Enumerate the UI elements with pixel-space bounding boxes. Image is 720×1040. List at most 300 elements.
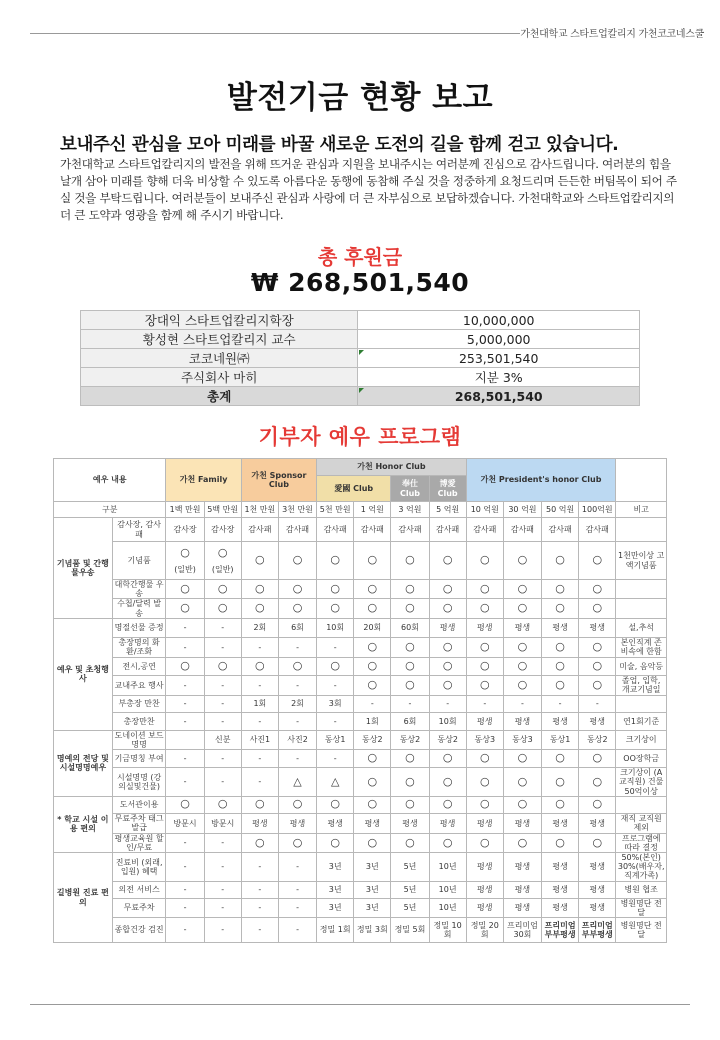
benefit-cell: 3년 <box>354 881 391 898</box>
benefit-cell: - <box>278 918 316 943</box>
benefit-cell: 평생 <box>579 853 616 882</box>
club-president: 가천 President's honor Club <box>466 459 616 502</box>
tier-label: 100억원 <box>579 502 616 518</box>
benefit-cell: ○ <box>429 542 466 580</box>
benefit-cell: ○ <box>429 599 466 618</box>
benefit-cell: ○ <box>466 599 503 618</box>
benefit-cell: ○ <box>391 599 429 618</box>
benefit-cell: - <box>241 918 278 943</box>
benefit-cell: 평생 <box>278 813 316 833</box>
benefit-cell: ○ <box>204 580 241 599</box>
benefit-cell: 평생 <box>579 881 616 898</box>
benefit-cell: 1회 <box>354 712 391 730</box>
benefit-cell: ○ <box>354 833 391 852</box>
benefit-row <box>54 833 667 852</box>
donor-total-label: 총계 <box>81 387 358 406</box>
benefit-cell: 평생 <box>466 618 503 637</box>
benefit-cell: ○ <box>579 637 616 657</box>
benefit-cell: ○ <box>354 542 391 580</box>
donor-total-amount-text: 268,501,540 <box>454 388 543 404</box>
benefit-cell: - <box>354 695 391 712</box>
benefit-cell <box>166 730 204 749</box>
benefit-cell: ○ <box>542 675 579 695</box>
benefit-cell: ○ <box>354 657 391 675</box>
benefit-row <box>54 518 667 542</box>
benefit-note: 재직 교직원 제외 <box>616 813 667 833</box>
benefit-cell: ○ <box>579 768 616 797</box>
benefit-note: OO장학금 <box>616 750 667 768</box>
benefit-note: 졸업, 입학, 개교기념일 <box>616 675 667 695</box>
benefit-cell: ○ <box>579 833 616 852</box>
benefit-cell: ○ <box>241 542 278 580</box>
benefit-cell: 감사장 <box>204 518 241 542</box>
benefit-note: 미술, 음악등 <box>616 657 667 675</box>
benefit-cell: ○ <box>542 750 579 768</box>
benefit-cell: - <box>204 768 241 797</box>
benefit-cell: △ <box>278 768 316 797</box>
benefit-cell: 3년 <box>317 853 354 882</box>
benefit-item: 부총장 만찬 <box>112 695 166 712</box>
benefit-cell: - <box>204 898 241 917</box>
benefit-cell: 평생 <box>503 853 541 882</box>
tier-label: 5 억원 <box>429 502 466 518</box>
benefit-cell: ○ <box>429 657 466 675</box>
benefit-row <box>54 898 667 917</box>
benefit-cell: ○ <box>166 657 204 675</box>
benefit-item: 총장명의 화환/조화 <box>112 637 166 657</box>
benefit-mark: ○ <box>217 545 228 559</box>
benefit-cell: ○ <box>166 599 204 618</box>
benefit-item: 총장만찬 <box>112 712 166 730</box>
benefit-cell: △ <box>317 768 354 797</box>
benefit-cell: - <box>204 695 241 712</box>
tier-label: 5천 만원 <box>317 502 354 518</box>
benefit-row <box>54 881 667 898</box>
division-label: 구분 <box>54 502 166 518</box>
benefit-subnote: (일반) <box>211 565 234 575</box>
benefit-cell: - <box>166 881 204 898</box>
benefit-cell: 동상1 <box>317 730 354 749</box>
donor-name: 주식회사 마히 <box>81 368 358 387</box>
benefit-cell: 정밀 1회 <box>317 918 354 943</box>
benefit-note <box>616 599 667 618</box>
benefit-cell: 10회 <box>317 618 354 637</box>
benefit-cell: 프리미엄 30회 <box>503 918 541 943</box>
benefit-cell: - <box>317 712 354 730</box>
benefit-cell: ○ <box>466 750 503 768</box>
benefit-cell: - <box>278 750 316 768</box>
remark-header: 비고 <box>616 502 667 518</box>
benefit-note: 설,추석 <box>616 618 667 637</box>
benefit-row <box>54 750 667 768</box>
benefit-cell: - <box>166 750 204 768</box>
benefit-cell: 5년 <box>391 898 429 917</box>
benefit-cell: 감사패 <box>391 518 429 542</box>
benefit-cell: ○ <box>391 542 429 580</box>
benefit-cell: 방문시 <box>166 813 204 833</box>
benefit-cell: 동상3 <box>466 730 503 749</box>
benefit-note <box>616 518 667 542</box>
benefit-cell: - <box>278 898 316 917</box>
tier-label: 3천 만원 <box>278 502 316 518</box>
benefit-cell: 감사패 <box>317 518 354 542</box>
benefit-cell: 평생 <box>466 813 503 833</box>
benefit-cell <box>204 542 241 580</box>
benefit-cell: 3년 <box>354 853 391 882</box>
benefit-row <box>54 599 667 618</box>
benefit-cell: 10년 <box>429 853 466 882</box>
benefit-cell: 5년 <box>391 853 429 882</box>
benefit-cell: ○ <box>429 750 466 768</box>
donor-name: 코코네원㈜ <box>81 349 358 368</box>
total-label: 총 후원금 <box>317 245 403 269</box>
total-amount: ₩ 268,501,540 <box>250 268 470 297</box>
benefit-cell: 평생 <box>466 898 503 917</box>
benefit-cell: ○ <box>241 796 278 813</box>
benefit-cell: ○ <box>466 833 503 852</box>
benefit-cell: ○ <box>391 580 429 599</box>
benefit-item: 교내주요 행사 <box>112 675 166 695</box>
benefit-cell: 감사패 <box>542 518 579 542</box>
club-honor-sub3: 博愛 Club <box>429 476 466 502</box>
benefit-cell: ○ <box>466 657 503 675</box>
benefit-cell: ○ <box>466 675 503 695</box>
benefit-cell: ○ <box>241 657 278 675</box>
benefit-cell: - <box>166 712 204 730</box>
benefit-cell: ○ <box>166 796 204 813</box>
benefit-cell: ○ <box>579 750 616 768</box>
benefit-cell: ○ <box>317 580 354 599</box>
benefit-cell: ○ <box>391 768 429 797</box>
benefit-item: 대학간행물 우송 <box>112 580 166 599</box>
benefit-cell: ○ <box>503 750 541 768</box>
benefit-cell: ○ <box>391 657 429 675</box>
benefit-cell: 감사패 <box>241 518 278 542</box>
benefit-cell: 3년 <box>354 898 391 917</box>
benefit-cell: ○ <box>278 796 316 813</box>
club-honor-sub2: 奉仕 Club <box>391 476 429 502</box>
benefit-row <box>54 730 667 749</box>
benefit-cell: ○ <box>429 796 466 813</box>
tier-label: 5백 만원 <box>204 502 241 518</box>
benefit-item: 감사장, 감사패 <box>112 518 166 542</box>
benefit-cell: ○ <box>429 768 466 797</box>
benefit-cell: ○ <box>278 833 316 852</box>
benefit-cell: ○ <box>579 657 616 675</box>
benefit-group: * 학교 시설 이용 편의 <box>54 796 113 852</box>
benefit-cell: - <box>278 712 316 730</box>
benefit-group: 명예의 전당 및 시설명명예우 <box>54 730 113 796</box>
content-header: 예우 내용 <box>54 459 166 502</box>
benefit-cell: ○ <box>317 542 354 580</box>
benefit-cell: 평생 <box>391 813 429 833</box>
benefit-cell: ○ <box>503 833 541 852</box>
club-honor-sub1: 愛國 Club <box>317 476 391 502</box>
benefit-cell: 평생 <box>542 618 579 637</box>
donor-table <box>80 310 640 406</box>
benefit-cell: - <box>503 695 541 712</box>
benefit-row <box>54 768 667 797</box>
tier-label: 1천 만원 <box>241 502 278 518</box>
benefit-cell: ○ <box>503 675 541 695</box>
cell-comment-marker <box>359 350 364 355</box>
benefit-item: 전시,공연 <box>112 657 166 675</box>
donor-amount-text: 253,501,540 <box>458 350 539 366</box>
benefit-cell: ○ <box>466 796 503 813</box>
benefit-item: 명절선물 증정 <box>112 618 166 637</box>
benefit-cell: 평생 <box>466 853 503 882</box>
benefit-cell: - <box>204 750 241 768</box>
benefit-cell: - <box>166 675 204 695</box>
benefit-cell: 감사패 <box>278 518 316 542</box>
benefit-cell: - <box>204 675 241 695</box>
donor-amount: 5,000,000 <box>358 330 640 349</box>
donor-row <box>81 349 640 368</box>
benefit-cell: ○ <box>429 580 466 599</box>
benefit-cell: 방문시 <box>204 813 241 833</box>
benefit-cell: 2회 <box>278 695 316 712</box>
benefit-cell: - <box>241 768 278 797</box>
benefit-cell: 정밀 20회 <box>466 918 503 943</box>
benefit-row <box>54 657 667 675</box>
benefit-row <box>54 918 667 943</box>
benefit-cell: 평생 <box>542 898 579 917</box>
benefit-cell: - <box>204 918 241 943</box>
benefit-cell: - <box>204 833 241 852</box>
benefit-cell: 감사패 <box>354 518 391 542</box>
benefit-cell: ○ <box>542 599 579 618</box>
benefit-note <box>616 695 667 712</box>
benefit-cell: - <box>391 695 429 712</box>
benefit-item: 무료주차 태그발급 <box>112 813 166 833</box>
benefit-cell: 신분 <box>204 730 241 749</box>
benefit-row <box>54 853 667 882</box>
benefit-cell: ○ <box>391 833 429 852</box>
benefit-group: 예우 및 초청행사 <box>54 618 113 730</box>
benefit-cell: ○ <box>354 675 391 695</box>
benefit-cell: 동상2 <box>579 730 616 749</box>
benefit-cell: 평생 <box>503 712 541 730</box>
benefit-note: 본인직계 존비속에 한함 <box>616 637 667 657</box>
benefit-mark: ○ <box>180 545 190 559</box>
tier-label: 30 억원 <box>503 502 541 518</box>
benefit-cell: ○ <box>579 599 616 618</box>
benefit-cell: 6회 <box>391 712 429 730</box>
benefit-note: 1천만이상 고액기념품 <box>616 542 667 580</box>
benefit-cell: ○ <box>579 796 616 813</box>
benefit-cell: ○ <box>354 750 391 768</box>
benefit-cell: - <box>542 695 579 712</box>
benefit-cell: 3회 <box>317 695 354 712</box>
benefit-cell: - <box>317 675 354 695</box>
benefit-cell: 평생 <box>579 712 616 730</box>
benefit-row <box>54 542 667 580</box>
benefit-cell: - <box>278 637 316 657</box>
benefit-cell: 동상3 <box>503 730 541 749</box>
benefit-cell: - <box>204 618 241 637</box>
benefit-note: 병원명단 전달 <box>616 898 667 917</box>
benefit-cell: ○ <box>466 768 503 797</box>
benefit-cell: - <box>166 918 204 943</box>
benefit-cell: ○ <box>579 675 616 695</box>
benefit-cell: ○ <box>241 599 278 618</box>
benefit-cell: 감사패 <box>429 518 466 542</box>
benefit-cell: - <box>166 833 204 852</box>
benefit-cell: ○ <box>317 796 354 813</box>
benefit-cell: ○ <box>466 637 503 657</box>
benefit-note: 병원명단 전달 <box>616 918 667 943</box>
benefit-cell: 프리미엄 부부평생 <box>579 918 616 943</box>
benefit-cell: 프리미엄 부부평생 <box>542 918 579 943</box>
benefit-note: 50%(본인) 30%(배우자, 직계가족) <box>617 853 665 881</box>
benefit-cell: 정밀 10회 <box>429 918 466 943</box>
benefit-cell: - <box>204 853 241 882</box>
benefit-note: 연1회기준 <box>616 712 667 730</box>
benefit-cell: - <box>278 881 316 898</box>
benefit-note: 크기상이 (A 교직원) 건물 50억이상 <box>616 768 667 797</box>
benefit-note <box>616 580 667 599</box>
program-title: 기부자 예우 프로그램 <box>258 425 462 449</box>
benefit-row <box>54 580 667 599</box>
benefit-cell: 동상2 <box>354 730 391 749</box>
benefit-cell: - <box>317 637 354 657</box>
benefit-cell: ○ <box>542 657 579 675</box>
benefit-cell: 평생 <box>466 881 503 898</box>
benefit-cell: 10회 <box>429 712 466 730</box>
benefit-row <box>54 695 667 712</box>
benefit-cell: ○ <box>466 542 503 580</box>
benefit-cell: 평생 <box>579 813 616 833</box>
benefit-cell: - <box>204 881 241 898</box>
donor-total-row <box>81 387 640 406</box>
donor-amount: 지분 3% <box>358 368 640 387</box>
club-sponsor: 가천 Sponsor Club <box>241 459 316 502</box>
benefit-cell: ○ <box>278 580 316 599</box>
benefit-cell: ○ <box>429 637 466 657</box>
benefit-cell: ○ <box>241 833 278 852</box>
donor-amount <box>358 349 640 368</box>
benefit-cell: 감사패 <box>579 518 616 542</box>
benefit-cell: ○ <box>354 599 391 618</box>
tier-label: 50 억원 <box>542 502 579 518</box>
benefit-cell: - <box>166 898 204 917</box>
benefit-cell: ○ <box>317 657 354 675</box>
benefit-cell: - <box>241 898 278 917</box>
benefit-note: 크기상이 <box>616 730 667 749</box>
benefit-subnote: (일반) <box>174 565 196 575</box>
benefit-cell: 3년 <box>317 881 354 898</box>
benefit-note: 프로그램에 따라 결정 <box>616 833 667 852</box>
benefit-item: 기념품 <box>112 542 166 580</box>
benefit-cell: 평생 <box>317 813 354 833</box>
benefit-item: 진료비 (외래, 입원) 혜택 <box>112 853 166 882</box>
benefit-cell: - <box>166 695 204 712</box>
benefit-item: 도서관이용 <box>112 796 166 813</box>
donor-total-amount <box>358 387 640 406</box>
benefit-item: 도네이션 보드명명 <box>112 730 166 749</box>
benefit-cell: ○ <box>466 580 503 599</box>
benefit-cell: - <box>204 637 241 657</box>
page-title: 발전기금 현황 보고 <box>226 80 494 116</box>
benefit-note: 병원 협조 <box>616 881 667 898</box>
benefit-cell: ○ <box>317 599 354 618</box>
footer-rule <box>30 1004 690 1005</box>
benefit-cell: 3년 <box>317 898 354 917</box>
benefit-cell: 10년 <box>429 898 466 917</box>
benefit-cell: ○ <box>317 833 354 852</box>
benefit-cell: 감사패 <box>466 518 503 542</box>
benefit-cell: ○ <box>503 637 541 657</box>
benefit-cell: ○ <box>503 542 541 580</box>
benefit-cell: ○ <box>579 542 616 580</box>
benefit-cell: ○ <box>429 833 466 852</box>
benefit-cell: ○ <box>391 796 429 813</box>
club-family: 가천 Family <box>166 459 241 502</box>
benefit-cell: - <box>429 695 466 712</box>
benefit-cell: ○ <box>542 637 579 657</box>
benefit-cell: ○ <box>542 796 579 813</box>
benefit-cell: 평생 <box>503 881 541 898</box>
benefit-cell: ○ <box>391 637 429 657</box>
benefit-cell: ○ <box>503 768 541 797</box>
benefit-cell: - <box>317 750 354 768</box>
donor-row <box>81 330 640 349</box>
benefit-cell: 평생 <box>429 813 466 833</box>
benefit-cell: ○ <box>542 768 579 797</box>
benefit-cell: - <box>241 637 278 657</box>
benefit-cell: 동상1 <box>542 730 579 749</box>
benefit-cell: 동상2 <box>391 730 429 749</box>
benefit-cell: 60회 <box>391 618 429 637</box>
benefit-cell: - <box>278 853 316 882</box>
benefit-row <box>54 796 667 813</box>
benefit-row <box>54 637 667 657</box>
benefit-cell: - <box>241 750 278 768</box>
benefit-cell: 평생 <box>579 618 616 637</box>
donor-name: 황성현 스타트업칼리지 교수 <box>81 330 358 349</box>
benefit-cell: 사진2 <box>278 730 316 749</box>
donor-row <box>81 368 640 387</box>
benefit-cell: 정밀 5회 <box>391 918 429 943</box>
benefit-cell: 평생 <box>503 898 541 917</box>
benefit-cell: - <box>166 637 204 657</box>
benefit-cell: ○ <box>204 796 241 813</box>
benefit-cell: 평생 <box>542 712 579 730</box>
benefit-cell: ○ <box>503 657 541 675</box>
benefit-cell: - <box>166 618 204 637</box>
benefit-cell: 20회 <box>354 618 391 637</box>
benefit-cell: ○ <box>354 796 391 813</box>
benefit-cell: ○ <box>204 599 241 618</box>
benefit-cell: ○ <box>503 796 541 813</box>
header-org: 가천대학교 스타트업칼리지 가천코코네스쿨 <box>520 29 704 40</box>
benefit-cell: ○ <box>579 580 616 599</box>
benefit-cell: 2회 <box>241 618 278 637</box>
benefit-cell: 평생 <box>241 813 278 833</box>
benefit-cell: ○ <box>354 637 391 657</box>
benefit-cell: ○ <box>391 750 429 768</box>
benefit-cell: 사진1 <box>241 730 278 749</box>
header-blank <box>616 459 667 502</box>
benefit-cell: 평생 <box>466 712 503 730</box>
donor-amount: 10,000,000 <box>358 311 640 330</box>
benefit-cell: - <box>241 675 278 695</box>
benefit-cell: ○ <box>278 599 316 618</box>
benefit-cell <box>166 542 204 580</box>
benefit-cell: 평생 <box>542 853 579 882</box>
benefit-cell: 동상2 <box>429 730 466 749</box>
benefit-item: 시설명명 (강의실및건물) <box>112 768 166 797</box>
